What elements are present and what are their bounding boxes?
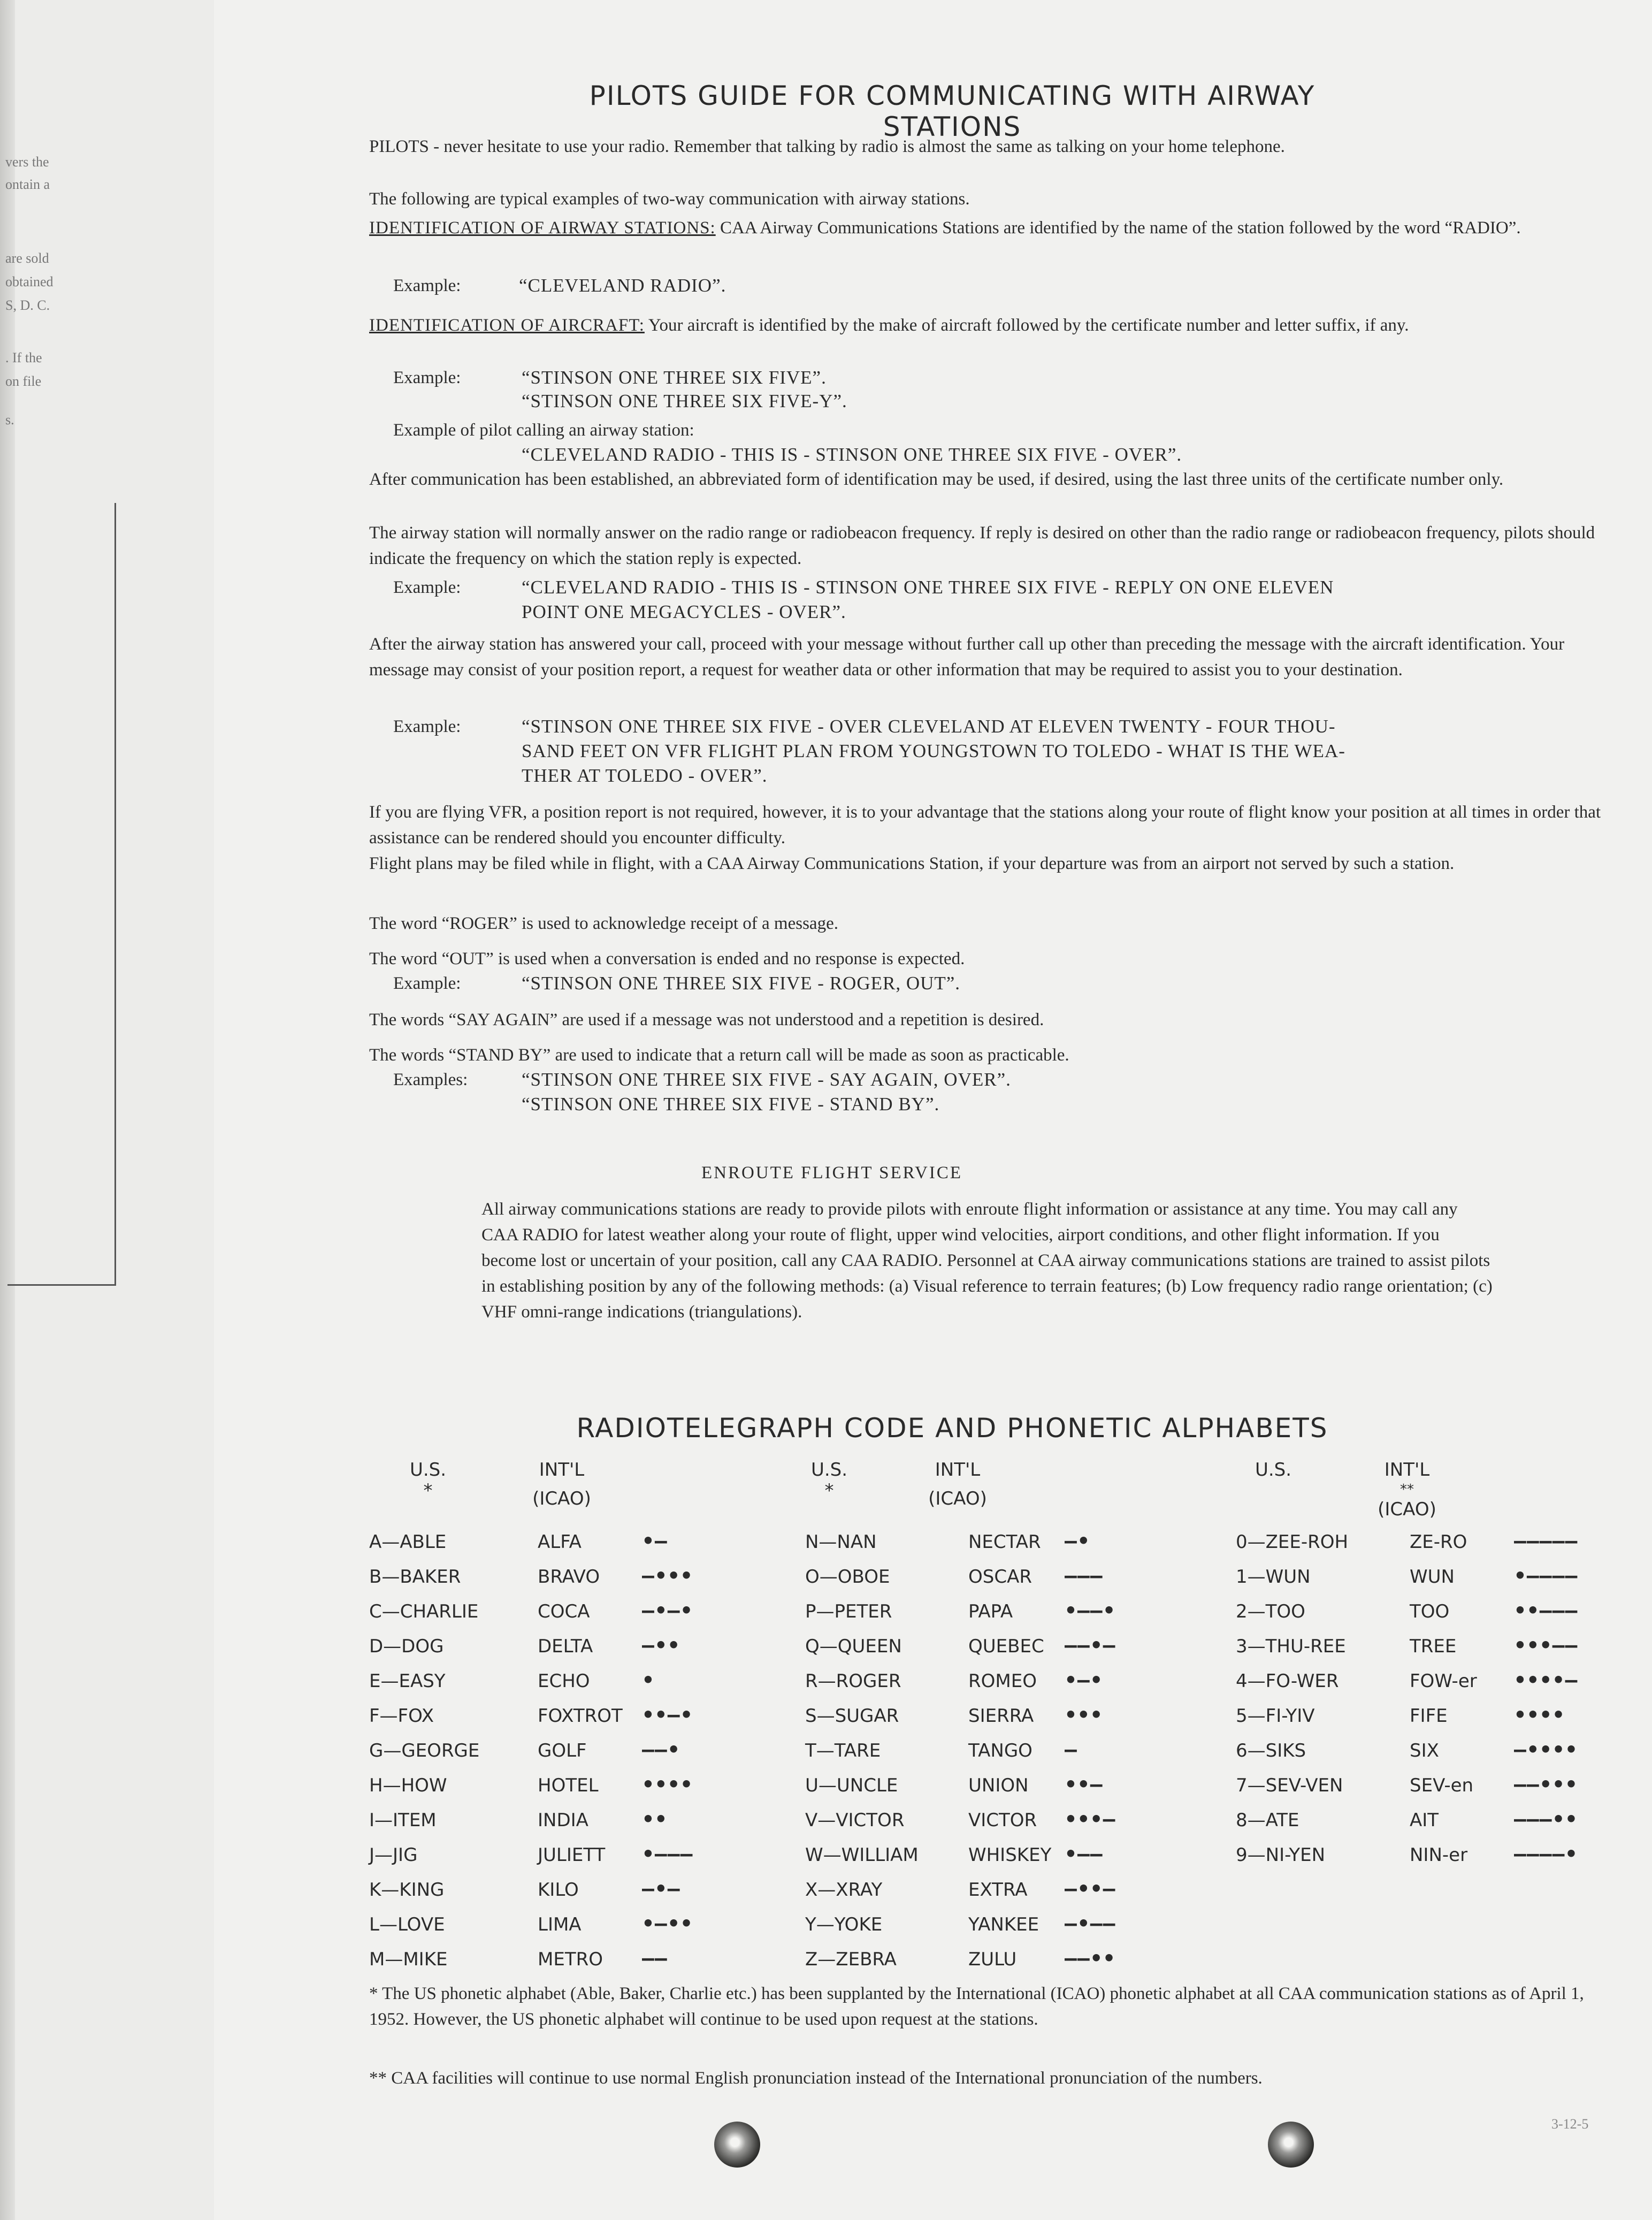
morse-code: ——•	[642, 1738, 680, 1761]
morse-code: •••——	[1514, 1634, 1578, 1657]
us-phonetic: 6—SIKS	[1236, 1740, 1306, 1761]
us-phonetic: V—VICTOR	[805, 1810, 905, 1831]
ident-stations-text: CAA Airway Communications Stations are identified by the name of the station followed by the word “RADIO”.	[720, 218, 1521, 238]
morse-code: •———	[642, 1842, 693, 1866]
intl-phonetic: NECTAR	[968, 1531, 1041, 1553]
us-phonetic: O—OBOE	[805, 1566, 890, 1588]
ident-aircraft-heading: IDENTIFICATION OF AIRCRAFT:	[369, 316, 645, 335]
morse-code: ••———	[1514, 1599, 1578, 1622]
morse-code: —•••	[642, 1564, 693, 1588]
us-phonetic: S—SUGAR	[805, 1705, 899, 1727]
example-text: SAND FEET ON VFR FLIGHT PLAN FROM YOUNGSTOWN TO TOLEDO - WHAT IS THE WEA-	[522, 741, 1345, 761]
morse-code: —•	[1065, 1529, 1090, 1553]
us-phonetic: X—XRAY	[805, 1879, 883, 1901]
morse-code: —	[1065, 1738, 1077, 1761]
intl-phonetic: TREE	[1410, 1636, 1457, 1657]
us-phonetic: I—ITEM	[369, 1810, 437, 1831]
example-text: “STINSON ONE THREE SIX FIVE - ROGER, OUT”.	[522, 973, 961, 994]
example-text: “STINSON ONE THREE SIX FIVE - SAY AGAIN, OVER”.	[522, 1069, 1011, 1090]
footnote-2: ** CAA facilities will continue to use normal English pronunciation instead of the International pronunciation of the numbers.	[369, 2069, 1263, 2088]
header-icao-label: (ICAO)	[928, 1488, 987, 1509]
strip-fragment: S, D. C.	[5, 297, 50, 313]
header-us-label: U.S.	[810, 1459, 848, 1481]
morse-code: —••	[642, 1634, 680, 1657]
strip-fragment: . If the	[5, 350, 42, 365]
morse-code: ——••	[1065, 1947, 1116, 1970]
intl-phonetic: OSCAR	[968, 1566, 1032, 1588]
calling-label: Example of pilot calling an airway station:	[393, 421, 694, 440]
examples-label: Examples:	[393, 1070, 468, 1089]
vfr-paragraph: If you are flying VFR, a position report is not required, however, it is to your advantage that the stations along your route of flight know your position at all times in order that assistance can be rendered should you encounter difficulty.	[369, 803, 1601, 848]
page-title: PILOTS GUIDE FOR COMMUNICATING WITH AIRWAY STATIONS	[589, 80, 1316, 142]
us-phonetic: D—DOG	[369, 1636, 444, 1657]
code-table-title: RADIOTELEGRAPH CODE AND PHONETIC ALPHABETS	[576, 1413, 1328, 1444]
us-phonetic: 4—FO-WER	[1236, 1670, 1339, 1692]
morse-code: —————	[1514, 1529, 1578, 1553]
intl-phonetic: INDIA	[538, 1810, 588, 1831]
example-label: Example:	[393, 578, 461, 597]
morse-code: •—•	[1065, 1668, 1103, 1692]
normal-answer-paragraph: The airway station will normally answer on the radio range or radiobeacon frequency. If reply is desired on other than the radio range or radiobeacon frequency, pilots should indicate the frequency on which the station reply is expected.	[369, 523, 1595, 568]
intl-phonetic: TOO	[1410, 1601, 1450, 1622]
intl-phonetic: FOW-er	[1410, 1670, 1477, 1692]
intl-phonetic: COCA	[538, 1601, 590, 1622]
punch-hole	[714, 2122, 760, 2168]
out-paragraph: The word “OUT” is used when a conversation is ended and no response is expected.	[369, 949, 965, 968]
morse-code: •	[642, 1668, 655, 1692]
typical-paragraph: The following are typical examples of two-way communication with airway stations.	[369, 189, 970, 209]
example-text: “CLEVELAND RADIO”.	[519, 275, 726, 296]
ident-stations-paragraph	[369, 215, 1605, 241]
abbrev-paragraph: After communication has been established, an abbreviated form of identification may be used, if desired, using the last three units of the certificate number only.	[369, 470, 1504, 489]
us-phonetic: 3—THU-REE	[1236, 1636, 1346, 1657]
us-phonetic: W—WILLIAM	[805, 1844, 919, 1866]
say-again-paragraph: The words “SAY AGAIN” are used if a message was not understood and a repetition is desired.	[369, 1010, 1044, 1029]
enroute-heading: ENROUTE FLIGHT SERVICE	[701, 1163, 963, 1183]
us-phonetic: N—NAN	[805, 1531, 877, 1553]
us-phonetic: Y—YOKE	[805, 1914, 883, 1935]
header-us-label: U.S.	[409, 1459, 447, 1481]
us-phonetic: 7—SEV-VEN	[1236, 1775, 1343, 1796]
morse-code: —••—	[1065, 1877, 1116, 1901]
intl-phonetic: PAPA	[968, 1601, 1013, 1622]
us-phonetic: G—GEORGE	[369, 1740, 480, 1761]
example-text: “CLEVELAND RADIO - THIS IS - STINSON ONE THREE SIX FIVE - REPLY ON ONE ELEVEN	[522, 577, 1334, 598]
us-phonetic: 8—ATE	[1236, 1810, 1299, 1831]
header-intl-label: INT'L	[539, 1459, 585, 1481]
intl-phonetic: FOXTROT	[538, 1705, 623, 1727]
us-phonetic: T—TARE	[805, 1740, 881, 1761]
document-page	[214, 0, 1652, 2220]
morse-code: —••••	[1514, 1738, 1578, 1761]
calling-example: “CLEVELAND RADIO - THIS IS - STINSON ONE THREE SIX FIVE - OVER”.	[522, 444, 1182, 465]
footnote-1: * The US phonetic alphabet (Able, Baker, Charlie etc.) has been supplanted by the International (ICAO) phonetic alphabet at all CAA communication stations as of April 1, 1952. However, the US phonetic alphabet will continue to be used upon request at the stations.	[369, 1984, 1584, 2029]
us-phonetic: U—UNCLE	[805, 1775, 898, 1796]
intl-phonetic: GOLF	[538, 1740, 587, 1761]
morse-code: ••••	[642, 1773, 693, 1796]
us-phonetic: 9—NI-YEN	[1236, 1844, 1326, 1866]
header-us	[385, 1455, 471, 1501]
morse-code: •————	[1514, 1564, 1578, 1588]
header-star: *	[824, 1480, 834, 1501]
intl-phonetic: FIFE	[1410, 1705, 1448, 1727]
intl-phonetic: WHISKEY	[968, 1844, 1052, 1866]
example-text: “STINSON ONE THREE SIX FIVE-Y”.	[522, 391, 847, 411]
intl-phonetic: AIT	[1410, 1810, 1439, 1831]
strip-fragment: s.	[5, 412, 14, 428]
us-phonetic: Z—ZEBRA	[805, 1949, 897, 1970]
morse-code: ————•	[1514, 1842, 1578, 1866]
us-phonetic: 0—ZEE-ROH	[1236, 1531, 1349, 1553]
morse-code: —•—•	[642, 1599, 693, 1622]
example-text: “STINSON ONE THREE SIX FIVE - STAND BY”.	[522, 1094, 940, 1115]
intl-phonetic: LIMA	[538, 1914, 582, 1935]
morse-code: ••—	[1065, 1773, 1103, 1796]
us-phonetic: Q—QUEEN	[805, 1636, 902, 1657]
after-answer-paragraph: After the airway station has answered your call, proceed with your message without further call up other than preceding the message with the aircraft identification. Your message may consist of your position report, a request for weather data or other information that may be required to assist you to your destination.	[369, 635, 1565, 680]
intl-phonetic: ZE-RO	[1410, 1531, 1467, 1553]
intl-phonetic: EXTRA	[968, 1879, 1028, 1901]
header-icao-label: (ICAO)	[1378, 1499, 1436, 1520]
ident-aircraft-paragraph	[369, 312, 1605, 338]
us-phonetic: L—LOVE	[369, 1914, 445, 1935]
us-phonetic: R—ROGER	[805, 1670, 901, 1692]
ident-aircraft-text: Your aircraft is identified by the make of aircraft followed by the certificate number and letter suffix, if any.	[648, 316, 1409, 335]
intl-phonetic: YANKEE	[968, 1914, 1039, 1935]
intl-phonetic: VICTOR	[968, 1810, 1037, 1831]
morse-code: ••••—	[1514, 1668, 1578, 1692]
intro-paragraph: PILOTS - never hesitate to use your radio. Remember that talking by radio is almost the same as talking on your home telephone.	[369, 137, 1285, 156]
us-phonetic: 2—TOO	[1236, 1601, 1305, 1622]
morse-code: •••—	[1065, 1807, 1116, 1831]
ident-stations-heading: IDENTIFICATION OF AIRWAY STATIONS:	[369, 218, 716, 238]
header-intl-label: INT'L	[935, 1459, 981, 1481]
left-page-strip	[0, 0, 214, 2220]
intl-phonetic: METRO	[538, 1949, 603, 1970]
example-label: Example:	[393, 717, 461, 736]
intl-phonetic: KILO	[538, 1879, 579, 1901]
intl-phonetic: SIERRA	[968, 1705, 1034, 1727]
strip-fragment: obtained	[5, 274, 53, 289]
morse-code: ——•••	[1514, 1773, 1578, 1796]
morse-code: •—	[642, 1529, 668, 1553]
flight-plans-paragraph: Flight plans may be filed while in flight, with a CAA Airway Communications Station, if your departure was from an airport not served by such a station.	[369, 854, 1455, 873]
example-label: Example:	[393, 368, 461, 387]
intl-phonetic: SIX	[1410, 1740, 1439, 1761]
example-label: Example:	[393, 974, 461, 993]
strip-box	[7, 503, 116, 1286]
strip-fragment: vers the	[5, 154, 49, 170]
header-intl-label: INT'L	[1384, 1459, 1430, 1481]
intl-phonetic: NIN-er	[1410, 1844, 1468, 1866]
morse-code: •—••	[642, 1912, 693, 1935]
header-icao-label: (ICAO)	[532, 1488, 591, 1509]
morse-code: ••••	[1514, 1703, 1565, 1727]
morse-code: •——	[1065, 1842, 1103, 1866]
intl-phonetic: ALFA	[538, 1531, 582, 1553]
us-phonetic: C—CHARLIE	[369, 1601, 479, 1622]
header-intl	[1359, 1455, 1455, 1524]
example-text: “STINSON ONE THREE SIX FIVE”.	[522, 367, 827, 388]
example-text: “STINSON ONE THREE SIX FIVE - OVER CLEVELAND AT ELEVEN TWENTY - FOUR THOU-	[522, 716, 1336, 737]
intl-phonetic: WUN	[1410, 1566, 1455, 1588]
header-us-label: U.S.	[1255, 1459, 1292, 1481]
intl-phonetic: TANGO	[968, 1740, 1032, 1761]
example-text: POINT ONE MEGACYCLES - OVER”.	[522, 601, 846, 622]
us-phonetic: 1—WUN	[1236, 1566, 1311, 1588]
header-star: *	[423, 1480, 433, 1501]
intl-phonetic: SEV-en	[1410, 1775, 1474, 1796]
us-phonetic: M—MIKE	[369, 1949, 448, 1970]
us-phonetic: 5—FI-YIV	[1236, 1705, 1315, 1727]
morse-code: —•——	[1065, 1912, 1116, 1935]
intl-phonetic: HOTEL	[538, 1775, 599, 1796]
morse-code: •——•	[1065, 1599, 1116, 1622]
morse-code: ——•—	[1065, 1634, 1116, 1657]
us-phonetic: A—ABLE	[369, 1531, 447, 1553]
us-phonetic: F—FOX	[369, 1705, 434, 1727]
intl-phonetic: ROMEO	[968, 1670, 1037, 1692]
header-us	[786, 1455, 872, 1501]
morse-code: ——	[642, 1947, 668, 1970]
intl-phonetic: DELTA	[538, 1636, 593, 1657]
strip-fragment: ontain a	[5, 177, 50, 192]
us-phonetic: B—BAKER	[369, 1566, 461, 1588]
us-phonetic: E—EASY	[369, 1670, 446, 1692]
page-mark: 3-12-5	[1551, 2116, 1589, 2132]
morse-code: ••—•	[642, 1703, 693, 1727]
stand-by-paragraph: The words “STAND BY” are used to indicate that a return call will be made as soon as practicable.	[369, 1046, 1069, 1065]
intl-phonetic: BRAVO	[538, 1566, 600, 1588]
us-phonetic: H—HOW	[369, 1775, 447, 1796]
morse-code: —•—	[642, 1877, 680, 1901]
intl-phonetic: JULIETT	[538, 1844, 606, 1866]
header-intl	[514, 1455, 610, 1513]
header-intl	[909, 1455, 1006, 1513]
us-phonetic: K—KING	[369, 1879, 445, 1901]
morse-code: •••	[1065, 1703, 1103, 1727]
us-phonetic: P—PETER	[805, 1601, 892, 1622]
roger-paragraph: The word “ROGER” is used to acknowledge receipt of a message.	[369, 914, 838, 933]
intl-phonetic: QUEBEC	[968, 1636, 1044, 1657]
enroute-paragraph: All airway communications stations are ready to provide pilots with enroute flight information or assistance at any time. You may call any CAA RADIO for latest weather along your route of flight, upper wind velocities, airport conditions, and other flight information. If you become lost or uncertain of your position, call any CAA RADIO. Personnel at CAA airway communications stations are trained to assist pilots in establishing position by any of the following methods: (a) Visual reference to terrain features; (b) Low frequency radio range orientation; (c) VHF omni-range indications (triangulations).	[481, 1200, 1493, 1322]
morse-code: ———••	[1514, 1807, 1578, 1831]
header-us	[1230, 1455, 1316, 1484]
morse-code: ••	[642, 1807, 668, 1831]
example-text: THER AT TOLEDO - OVER”.	[522, 765, 768, 786]
example-label: Example:	[393, 276, 461, 295]
header-double-star: **	[1400, 1482, 1414, 1498]
strip-fragment: are sold	[5, 250, 49, 266]
intl-phonetic: UNION	[968, 1775, 1029, 1796]
strip-fragment: on file	[5, 373, 42, 389]
intl-phonetic: ECHO	[538, 1670, 590, 1692]
us-phonetic: J—JIG	[369, 1844, 418, 1866]
morse-code: ———	[1065, 1564, 1103, 1588]
intl-phonetic: ZULU	[968, 1949, 1017, 1970]
punch-hole	[1268, 2122, 1314, 2168]
